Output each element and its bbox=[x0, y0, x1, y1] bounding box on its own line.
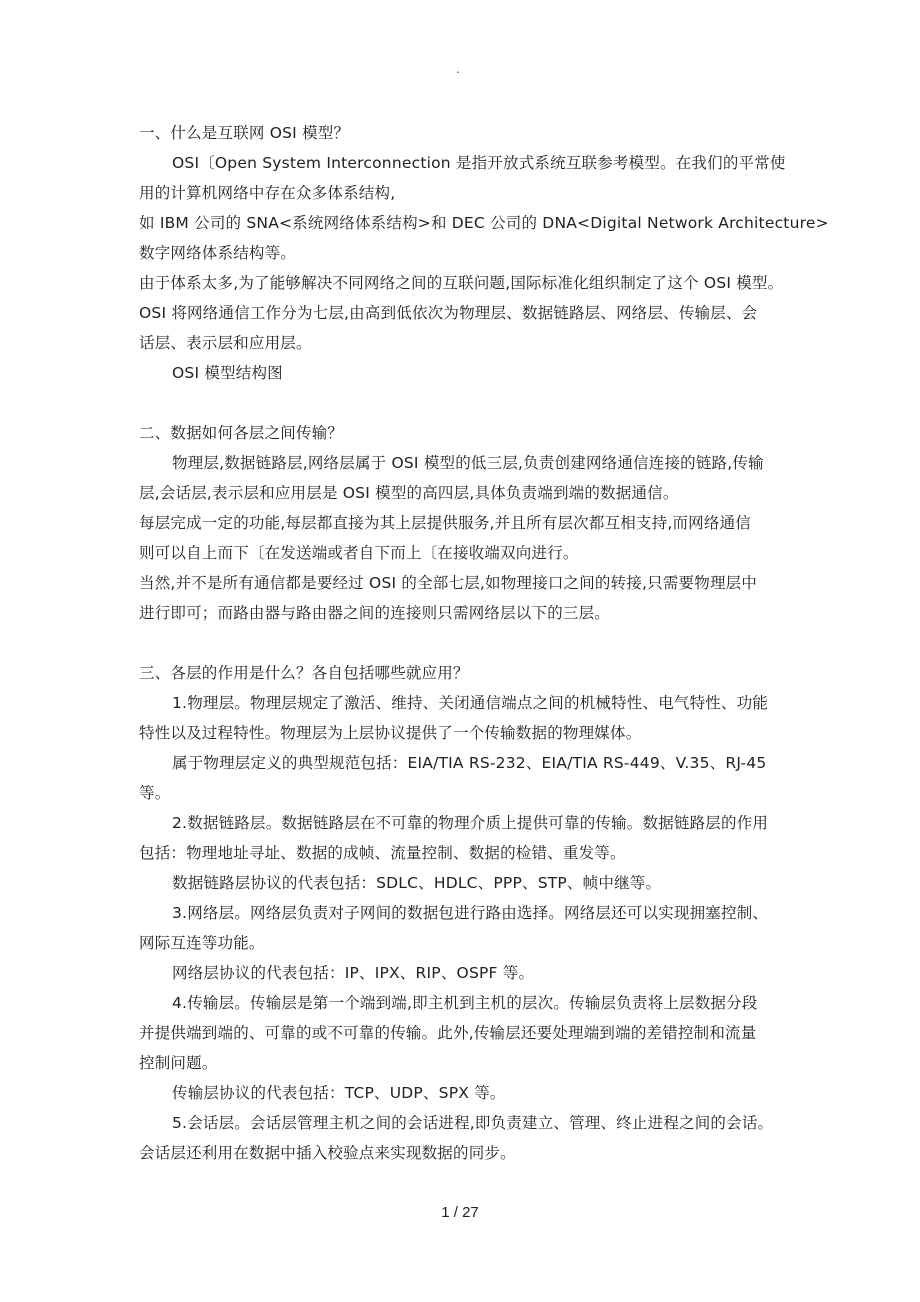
paragraph-line: 特性以及过程特性。物理层为上层协议提供了一个传输数据的物理媒体。 bbox=[139, 724, 642, 742]
paragraph-line: OSI 将网络通信工作分为七层,由高到低依次为物理层、数据链路层、网络层、传输层、会 bbox=[139, 304, 758, 322]
paragraph-line: 会话层还利用在数据中插入校验点来实现数据的同步。 bbox=[139, 1144, 516, 1162]
paragraph-line: OSI〔Open System Interconnection 是指开放式系统互联参考模型。在我们的平常使 bbox=[172, 154, 786, 172]
paragraph-line: 由于体系太多,为了能够解决不同网络之间的互联问题,国际标准化组织制定了这个 OSI 模型。 bbox=[139, 274, 784, 292]
paragraph-line: 3.网络层。网络层负责对子网间的数据包进行路由选择。网络层还可以实现拥塞控制、 bbox=[172, 904, 769, 922]
paragraph-line: 等。 bbox=[139, 784, 171, 802]
spacer bbox=[139, 388, 799, 418]
paragraph-line: 每层完成一定的功能,每层都直接为其上层提供服务,并且所有层次都互相支持,而网络通信 bbox=[139, 514, 751, 532]
paragraph-line: 用的计算机网络中存在众多体系结构, bbox=[139, 184, 396, 202]
paragraph-line: 当然,并不是所有通信都是要经过 OSI 的全部七层,如物理接口之间的转接,只需要物理层中 bbox=[139, 574, 758, 592]
paragraph-line: 4.传输层。传输层是第一个端到端,即主机到主机的层次。传输层负责将上层数据分段 bbox=[172, 994, 758, 1012]
paragraph-line: 传输层协议的代表包括：TCP、UDP、SPX 等。 bbox=[172, 1084, 506, 1102]
paragraph-line: 属于物理层定义的典型规范包括：EIA/TIA RS-232、EIA/TIA RS-449、V.35、RJ-45 bbox=[172, 754, 767, 772]
paragraph-line: 网际互连等功能。 bbox=[139, 934, 265, 952]
paragraph-line: 话层、表示层和应用层。 bbox=[139, 334, 312, 352]
paragraph-line: 包括：物理地址寻址、数据的成帧、流量控制、数据的检错、重发等。 bbox=[139, 844, 626, 862]
paragraph-line: 层,会话层,表示层和应用层是 OSI 模型的高四层,具体负责端到端的数据通信。 bbox=[139, 484, 679, 502]
paragraph-line: 如 IBM 公司的 SNA<系统网络体系结构>和 DEC 公司的 DNA<Digital Network Architecture> bbox=[139, 214, 829, 232]
header-mark: . bbox=[456, 62, 460, 76]
paragraph-line: 物理层,数据链路层,网络层属于 OSI 模型的低三层,负责创建网络通信连接的链路,传输 bbox=[172, 454, 764, 472]
paragraph-line: 数据链路层协议的代表包括：SDLC、HDLC、PPP、STP、帧中继等。 bbox=[172, 874, 662, 892]
paragraph-line: 则可以自上而下〔在发送端或者自下而上〔在接收端双向进行。 bbox=[139, 544, 579, 562]
paragraph-line: 5.会话层。会话层管理主机之间的会话进程,即负责建立、管理、终止进程之间的会话。 bbox=[172, 1114, 774, 1132]
section-heading: 三、各层的作用是什么？各自包括哪些就应用？ bbox=[139, 664, 469, 682]
paragraph-line: 数字网络体系结构等。 bbox=[139, 244, 297, 262]
paragraph-line: 进行即可；而路由器与路由器之间的连接则只需网络层以下的三层。 bbox=[139, 604, 611, 622]
figure-caption: OSI 模型结构图 bbox=[172, 364, 283, 382]
section-heading: 二、数据如何各层之间传输？ bbox=[139, 424, 344, 442]
page-indicator: 1 / 27 bbox=[441, 1204, 479, 1221]
paragraph-line: 1.物理层。物理层规定了激活、维持、关闭通信端点之间的机械特性、电气特性、功能 bbox=[172, 694, 769, 712]
paragraph-line: 2.数据链路层。数据链路层在不可靠的物理介质上提供可靠的传输。数据链路层的作用 bbox=[172, 814, 769, 832]
spacer bbox=[139, 628, 799, 658]
paragraph-line: 控制问题。 bbox=[139, 1054, 218, 1072]
paragraph-line: 并提供端到端的、可靠的或不可靠的传输。此外,传输层还要处理端到端的差错控制和流量 bbox=[139, 1024, 757, 1042]
section-heading: 一、什么是互联网 OSI 模型？ bbox=[139, 124, 350, 142]
document-body bbox=[139, 118, 829, 1168]
paragraph-line: 网络层协议的代表包括：IP、IPX、RIP、OSPF 等。 bbox=[172, 964, 535, 982]
